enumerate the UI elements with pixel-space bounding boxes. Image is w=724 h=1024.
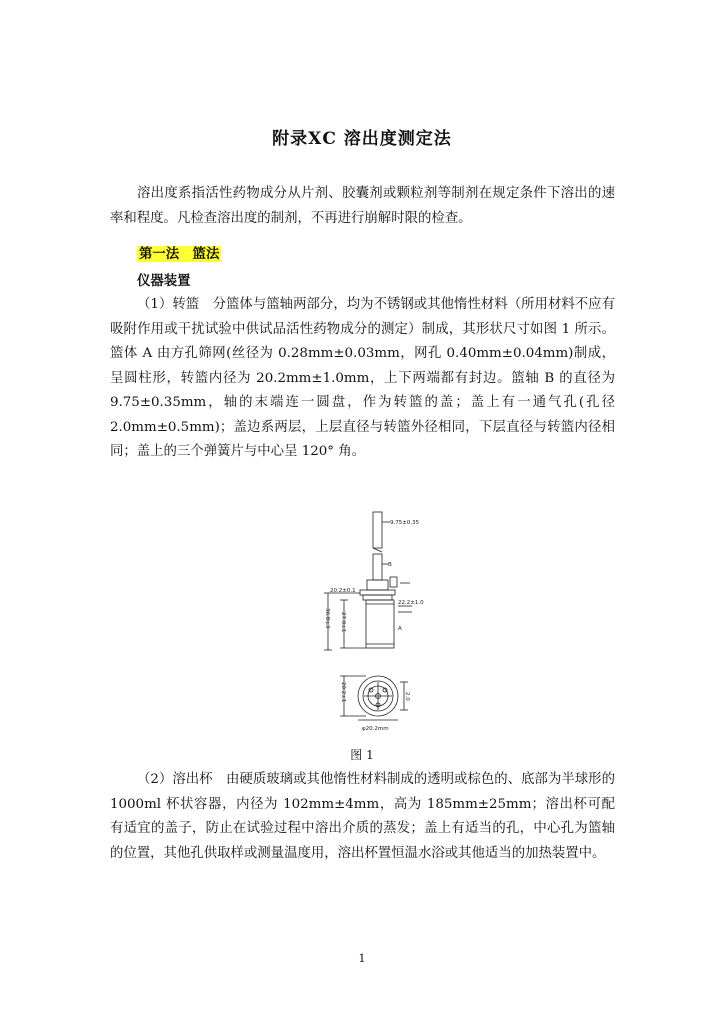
label-body-height: 27.0±1	[340, 612, 346, 633]
label-total-height: 36.8±3	[324, 608, 330, 629]
basket-figure	[316, 508, 428, 740]
page-title: 附录ⅩC 溶出度测定法	[272, 129, 452, 149]
label-body-mark: A	[398, 626, 402, 632]
basket-diagram	[316, 508, 428, 740]
label-bottom-dim: φ20.2mm	[362, 726, 389, 732]
shaft-upper	[373, 512, 382, 548]
basket-paragraph: （1）转篮 分篮体与篮轴两部分，均为不锈钢或其他惰性材料（所用材料不应有吸附作用或干扰试验中供试品活性药物成分的测定）制成，其形状尺寸如图 1 所示。篮体 A 由方孔筛网(丝径为 0.28mm±0.03mm，网孔 0.40mm±0.04mm)制成，呈圆柱形，转篮内径为 20.2mm±1.0mm，上下两端都有封边。篮轴 B 的直径为 9.75±0.35mm，轴的末端连一圆盘，作为转篮的盖；盖上有一通气孔(孔径 2.0mm±0.5mm)；盖边系两层，上层直径与转篮外径相同，下层直径与转篮内径相同；盖上的三个弹簧片与中心呈 120° 角。	[110, 297, 615, 459]
method-heading-text: 第一法 篮法	[139, 246, 220, 262]
label-rim-left: 20.2±0.1	[330, 588, 356, 594]
apparatus-heading: 仪器装置	[137, 273, 191, 289]
page-number: 1	[358, 952, 366, 965]
intro-paragraph: 溶出度系指活性药物成分从片剂、胶囊剂或颗粒剂等制剂在规定条件下溶出的速率和程度。凡检查溶出度的制剂，不再进行崩解时限的检查。	[110, 186, 615, 226]
shaft-lower	[373, 554, 382, 580]
cup-paragraph: （2）溶出杯 由硬质玻璃或其他惰性材料制成的透明或棕色的、底部为半球形的 1000ml 杯状容器，内径为 102mm±4mm，高为 185mm±25mm；溶出杯可配有适宜的盖子，防止在试验过程中溶出介质的蒸发；盖上有适当的孔，中心孔为篮轴的位置，其他孔供取样或测量温度用，溶出杯置恒温水浴或其他适当的加热装置中。	[110, 772, 615, 861]
label-rim-right: 22.2±1.0	[398, 600, 424, 606]
method-heading	[137, 245, 221, 263]
figure-caption: 图 1	[350, 748, 374, 762]
basket-body	[366, 600, 394, 648]
label-shaft-mark: B	[388, 562, 392, 568]
label-shaft-diameter: 9.75±0.35	[390, 520, 420, 526]
label-bottom-side: 20.2±1	[340, 682, 346, 703]
label-bottom-right: 2.0	[404, 692, 410, 701]
